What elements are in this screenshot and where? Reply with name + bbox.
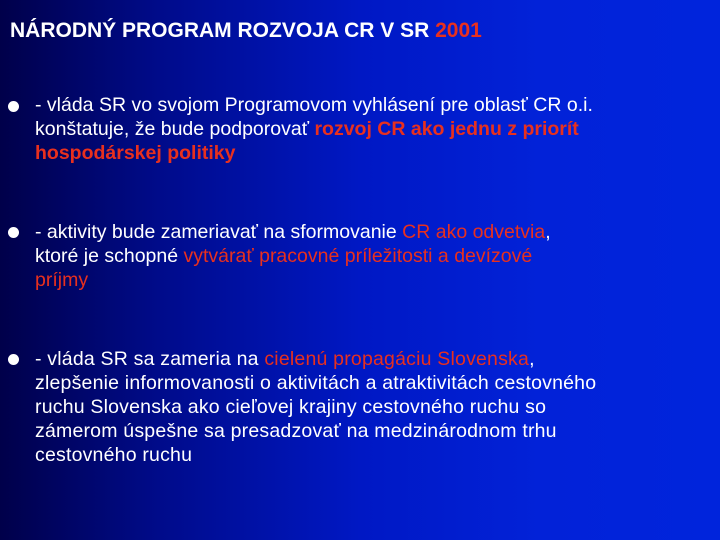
highlighted-phrase: rozvoj CR ako jednu z priorít: [314, 118, 579, 140]
bullet-text-run: zámerom úspešne sa presadzovať na medzinárodnom trhu: [35, 420, 557, 442]
bullet-text: [35, 220, 719, 292]
bullet-text-run: - vláda SR sa zameria na: [35, 348, 265, 370]
bullet-text-run: ,: [545, 221, 551, 243]
slide-title-text: NÁRODNÝ PROGRAM ROZVOJA CR V SR: [10, 19, 430, 42]
bullet-dot-icon: [8, 227, 19, 238]
bullet-dot-icon: [8, 354, 19, 365]
slide-title-year: 2001: [435, 19, 482, 42]
bullet-text: [35, 347, 719, 467]
bullet-text-run: zlepšenie informovanosti o aktivitách a atraktivitách cestovného: [35, 372, 597, 394]
bullet-dot-icon: [8, 101, 19, 112]
bullet-text-run: - vláda SR vo svojom Programovom vyhlásení pre oblasť CR o.i.: [35, 94, 593, 116]
highlighted-phrase: cielenú propagáciu Slovenska: [264, 348, 530, 370]
highlighted-phrase: vytvárať pracovné príležitosti a devízové: [183, 245, 533, 267]
slide-title: [10, 18, 482, 44]
bullet-text: [35, 93, 719, 165]
bullet-text-run: - aktivity bude zameriavať na sformovanie: [35, 221, 403, 243]
highlighted-phrase: hospodárskej politiky: [35, 142, 236, 164]
bullet-text-run: ,: [529, 348, 535, 370]
highlighted-phrase: príjmy: [35, 269, 89, 291]
bullet-text-run: konštatuje, že bude podporovať: [35, 118, 315, 140]
bullet-text-run: cestovného ruchu: [35, 444, 193, 466]
bullet-text-run: ruchu Slovenska ako cieľovej krajiny cestovného ruchu so: [35, 396, 547, 418]
highlighted-phrase: CR ako odvetvia: [402, 221, 546, 243]
bullet-text-run: ktoré je schopné: [35, 245, 184, 267]
